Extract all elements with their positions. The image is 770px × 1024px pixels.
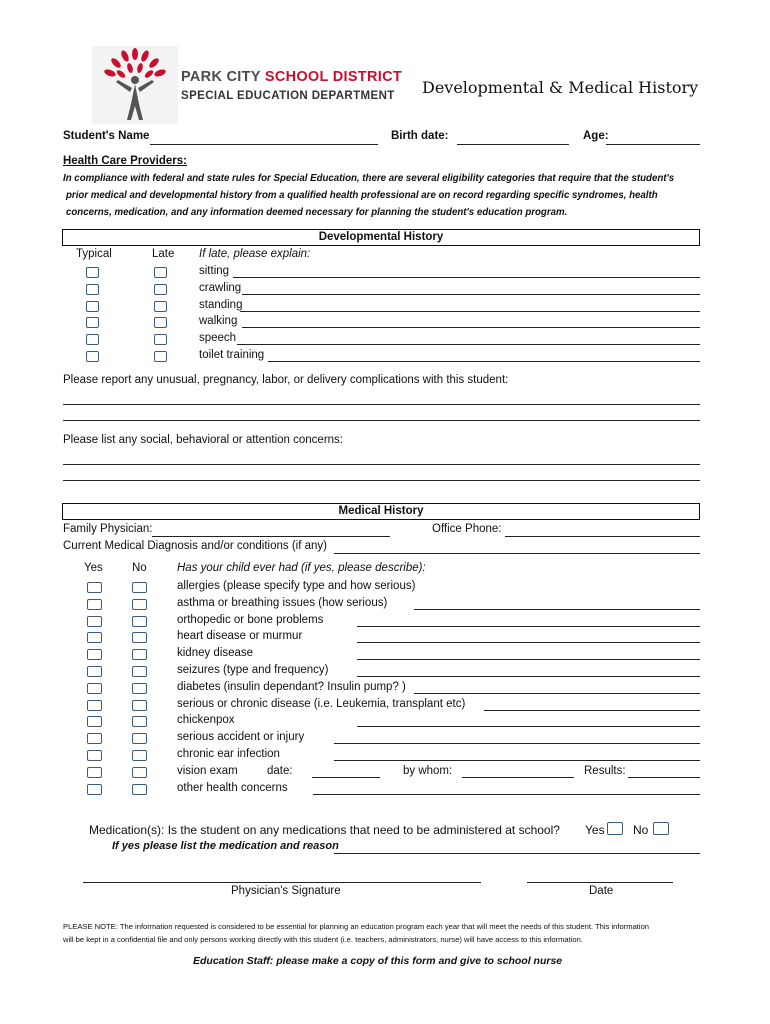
milestone-typical-checkbox[interactable] [86, 351, 99, 362]
condition-yes-checkbox[interactable] [87, 700, 102, 711]
medication-list-field[interactable] [334, 853, 700, 854]
condition-no-checkbox[interactable] [132, 683, 147, 694]
milestone-late-checkbox[interactable] [154, 351, 167, 362]
milestone-late-checkbox[interactable] [154, 317, 167, 328]
medication-list-label: If yes please list the medication and reason [112, 840, 339, 852]
condition-describe-field[interactable] [414, 609, 700, 610]
medication-question: Medication(s): Is the student on any medications that need to be administered at school? [89, 823, 560, 837]
diagnosis-field[interactable] [334, 553, 700, 554]
yes-column-header: Yes [84, 562, 103, 574]
condition-label: heart disease or murmur [177, 630, 303, 643]
condition-no-checkbox[interactable] [132, 716, 147, 727]
condition-yes-checkbox[interactable] [87, 784, 102, 795]
medication-no-label: No [633, 823, 649, 837]
signature-date-label: Date [589, 885, 614, 897]
condition-label: chickenpox [177, 714, 235, 727]
condition-no-checkbox[interactable] [132, 750, 147, 761]
condition-yes-checkbox[interactable] [87, 599, 102, 610]
milestone-label: walking [199, 315, 238, 328]
milestone-label: crawling [199, 281, 242, 294]
pregnancy-answer-line-1[interactable] [63, 404, 700, 405]
condition-yes-checkbox[interactable] [87, 767, 102, 778]
district-name-part2: SCHOOL DISTRICT [264, 69, 402, 85]
vision-results-label: Results: [584, 765, 626, 777]
condition-no-checkbox[interactable] [132, 599, 147, 610]
condition-no-checkbox[interactable] [132, 582, 147, 593]
condition-yes-checkbox[interactable] [87, 616, 102, 627]
physician-signature-label: Physician's Signature [231, 885, 341, 897]
condition-no-checkbox[interactable] [132, 700, 147, 711]
milestone-explain-field[interactable] [237, 344, 700, 345]
condition-no-checkbox[interactable] [132, 632, 147, 643]
condition-no-checkbox[interactable] [132, 767, 147, 778]
vision-date-field[interactable] [312, 777, 380, 778]
department-name: SPECIAL EDUCATION DEPARTMENT [181, 90, 395, 102]
condition-no-checkbox[interactable] [132, 649, 147, 660]
condition-yes-checkbox[interactable] [87, 666, 102, 677]
medical-history-banner: Medical History [62, 503, 700, 520]
vision-by-field[interactable] [462, 777, 574, 778]
document-title: Developmental & Medical History [422, 78, 699, 97]
milestone-late-checkbox[interactable] [154, 267, 167, 278]
milestone-explain-field[interactable] [240, 311, 700, 312]
signature-date-line[interactable] [527, 882, 673, 883]
providers-note-line2: prior medical and developmental history from a qualified health professional are on record regarding specific syndromes, health [66, 190, 658, 201]
social-answer-line-2[interactable] [63, 480, 700, 481]
age-field[interactable] [606, 144, 700, 145]
tree-person-logo-icon [92, 46, 178, 124]
age-label: Age: [583, 130, 609, 142]
condition-label: asthma or breathing issues (how serious) [177, 596, 388, 609]
condition-no-checkbox[interactable] [132, 666, 147, 677]
footer-note-line1: PLEASE NOTE: The information requested is considered to be essential for planning an education program each year that will meet the needs of this student. This information [63, 922, 650, 931]
footer-note-line2: will be kept in a confidential file and only persons working directly with this student (i.e. teachers, administrators, nurse) will have access to this information. [63, 935, 583, 944]
condition-label: allergies (please specify type and how serious) [177, 580, 416, 592]
condition-label: kidney disease [177, 647, 254, 660]
milestone-typical-checkbox[interactable] [86, 267, 99, 278]
vision-results-field[interactable] [628, 777, 700, 778]
condition-describe-field[interactable] [357, 726, 700, 727]
district-name [181, 69, 402, 85]
condition-describe-field[interactable] [334, 760, 700, 761]
staff-note: Education Staff: please make a copy of this form and give to school nurse [193, 955, 563, 967]
condition-describe-field[interactable] [414, 693, 700, 694]
condition-label: serious accident or injury [177, 731, 305, 744]
district-name-part1: PARK CITY [181, 69, 265, 85]
late-explain-label: If late, please explain: [199, 248, 311, 260]
condition-yes-checkbox[interactable] [87, 649, 102, 660]
condition-describe-field[interactable] [484, 710, 700, 711]
district-logo [92, 46, 178, 124]
student-name-field[interactable] [150, 144, 378, 145]
providers-heading: Health Care Providers: [63, 155, 187, 167]
birth-date-label: Birth date: [391, 130, 449, 142]
milestone-explain-field[interactable] [268, 361, 700, 362]
condition-label: seizures (type and frequency) [177, 664, 329, 676]
milestone-typical-checkbox[interactable] [86, 334, 99, 345]
condition-label: vision exam [177, 764, 238, 777]
condition-label: other health concerns [177, 781, 288, 794]
condition-describe-field[interactable] [357, 659, 700, 660]
milestone-late-checkbox[interactable] [154, 284, 167, 295]
condition-yes-checkbox[interactable] [87, 582, 102, 593]
pregnancy-answer-line-2[interactable] [63, 420, 700, 421]
milestone-label: toilet training [199, 349, 265, 361]
social-question: Please list any social, behavioral or attention concerns: [63, 434, 343, 446]
no-column-header: No [132, 562, 147, 574]
condition-label: diabetes (insulin dependant? Insulin pump? ) [177, 680, 406, 693]
condition-describe-field[interactable] [313, 794, 700, 795]
providers-note-line1: In compliance with federal and state rules for Special Education, there are several eligibility categories that require that the student's [63, 173, 675, 184]
condition-yes-checkbox[interactable] [87, 750, 102, 761]
condition-describe-field[interactable] [334, 743, 700, 744]
office-phone-field[interactable] [505, 536, 700, 537]
medication-yes-checkbox[interactable] [607, 822, 623, 835]
ever-had-label: Has your child ever had (if yes, please describe): [177, 562, 426, 574]
medication-no-checkbox[interactable] [653, 822, 669, 835]
condition-no-checkbox[interactable] [132, 733, 147, 744]
condition-label: chronic ear infection [177, 748, 280, 760]
condition-describe-field[interactable] [357, 642, 700, 643]
condition-yes-checkbox[interactable] [87, 683, 102, 694]
condition-describe-field[interactable] [357, 676, 700, 677]
milestone-explain-field[interactable] [242, 327, 700, 328]
milestone-late-checkbox[interactable] [154, 334, 167, 345]
social-answer-line-1[interactable] [63, 464, 700, 465]
milestone-label: standing [199, 298, 243, 311]
condition-no-checkbox[interactable] [132, 784, 147, 795]
milestone-explain-field[interactable] [242, 294, 700, 295]
medication-yes-label: Yes [585, 823, 605, 837]
vision-date-label: date: [267, 765, 293, 777]
condition-label: orthopedic or bone problems [177, 613, 324, 626]
condition-no-checkbox[interactable] [132, 616, 147, 627]
milestone-typical-checkbox[interactable] [86, 317, 99, 328]
milestone-late-checkbox[interactable] [154, 301, 167, 312]
late-column-header: Late [152, 248, 175, 260]
vision-by-label: by whom: [403, 765, 453, 777]
condition-yes-checkbox[interactable] [87, 632, 102, 643]
condition-yes-checkbox[interactable] [87, 716, 102, 727]
family-physician-field[interactable] [152, 536, 390, 537]
typical-column-header: Typical [76, 248, 112, 260]
pregnancy-question: Please report any unusual, pregnancy, labor, or delivery complications with this student: [63, 374, 509, 386]
providers-note-line3: concerns, medication, and any information deemed necessary for planning the student's education program. [66, 207, 568, 218]
birth-date-field[interactable] [457, 144, 569, 145]
milestone-typical-checkbox[interactable] [86, 301, 99, 312]
milestone-label: speech [199, 332, 237, 345]
physician-signature-line[interactable] [83, 882, 481, 883]
condition-yes-checkbox[interactable] [87, 733, 102, 744]
milestone-label: sitting [199, 265, 230, 277]
milestone-explain-field[interactable] [233, 277, 700, 278]
office-phone-label: Office Phone: [432, 523, 502, 535]
condition-describe-field[interactable] [357, 626, 700, 627]
family-physician-label: Family Physician: [63, 523, 153, 535]
condition-label: serious or chronic disease (i.e. Leukemia, transplant etc) [177, 697, 466, 710]
student-name-label: Student's Name [63, 130, 150, 142]
milestone-typical-checkbox[interactable] [86, 284, 99, 295]
developmental-history-banner: Developmental History [62, 229, 700, 246]
diagnosis-label: Current Medical Diagnosis and/or conditions (if any) [63, 540, 327, 552]
